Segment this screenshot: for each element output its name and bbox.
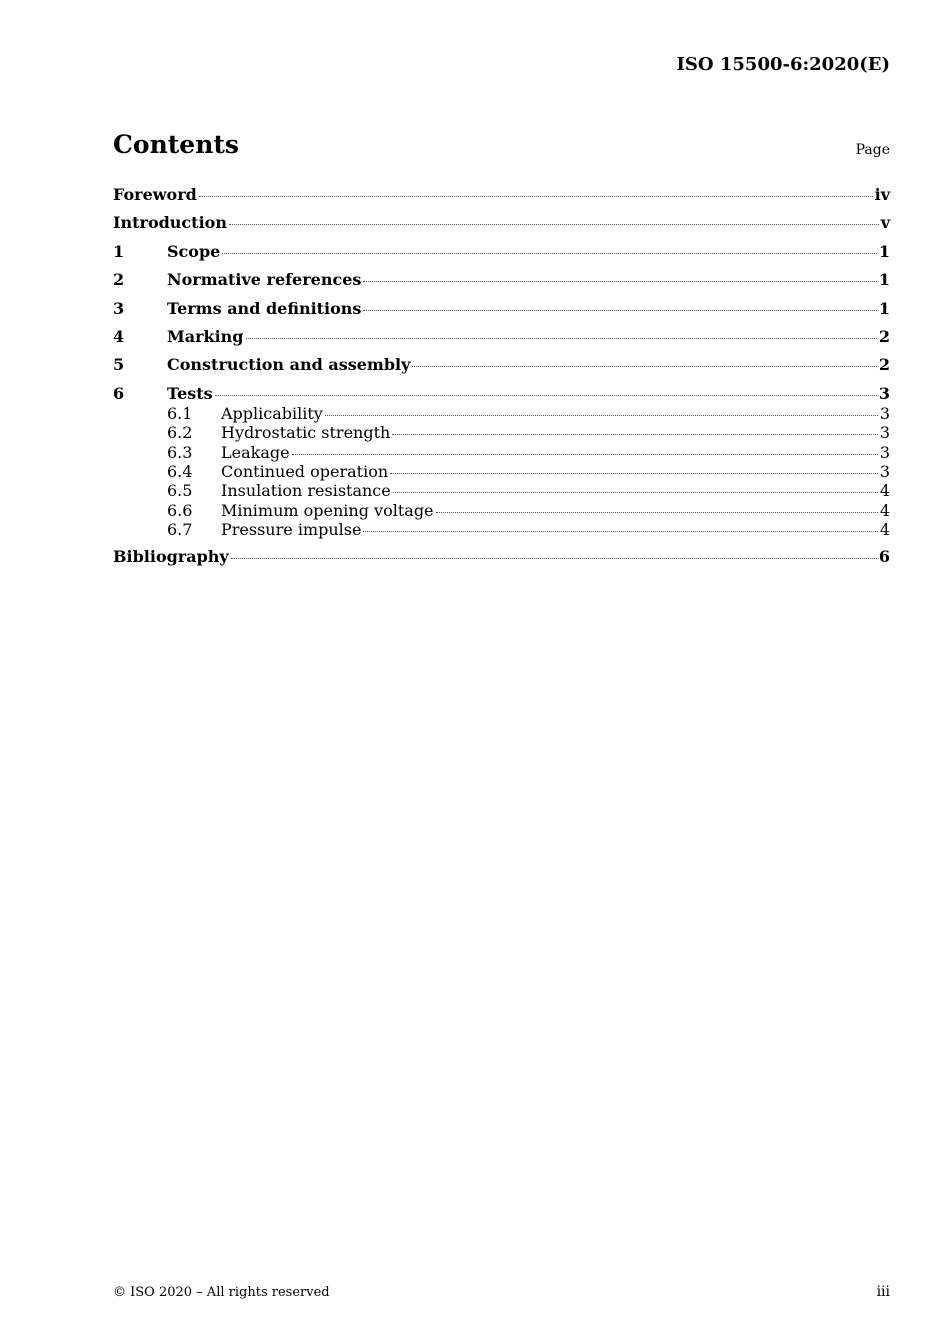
leader-dots	[412, 366, 876, 367]
toc-title: Applicability	[221, 403, 323, 423]
page-column-label: Page	[855, 142, 890, 158]
toc-entry-6-5[interactable]	[113, 481, 890, 500]
toc-entry-2[interactable]	[113, 270, 890, 290]
toc-title: Pressure impulse	[221, 520, 362, 540]
page-number: iii	[876, 1284, 890, 1300]
toc-page: 1	[878, 270, 890, 290]
toc-entry-6-2[interactable]	[113, 423, 890, 442]
leader-dots	[363, 310, 876, 311]
toc-entry-6-7[interactable]	[113, 520, 890, 539]
toc-title: Insulation resistance	[221, 481, 391, 501]
toc-title: Bibliography	[113, 547, 229, 567]
leader-dots	[392, 434, 877, 435]
leader-dots	[231, 558, 877, 559]
toc-title: Continued operation	[221, 461, 389, 481]
toc-number: 6.1	[167, 403, 193, 423]
toc-number: 3	[113, 298, 125, 318]
toc-page: v	[880, 213, 890, 233]
toc-page: 3	[879, 403, 890, 423]
toc-number: 4	[113, 326, 125, 346]
toc-title: Marking	[167, 326, 244, 346]
toc-entry-6[interactable]	[113, 384, 890, 404]
leader-dots	[325, 415, 878, 416]
toc-entry-6-4[interactable]	[113, 462, 890, 481]
toc-entry-4[interactable]	[113, 327, 890, 347]
toc-number: 6.4	[167, 461, 193, 481]
table-of-contents	[113, 185, 890, 567]
toc-page: 3	[879, 442, 890, 462]
toc-title: Leakage	[221, 442, 290, 462]
toc-page: 2	[878, 326, 890, 346]
leader-dots	[292, 454, 878, 455]
toc-page: 4	[879, 520, 890, 540]
leader-dots	[199, 196, 873, 197]
toc-number: 6.7	[167, 520, 193, 540]
toc-number: 6	[113, 383, 125, 403]
page-title: Contents	[113, 130, 240, 159]
toc-title: Foreword	[113, 185, 197, 204]
toc-page: 3	[879, 461, 890, 481]
toc-page: 1	[878, 241, 890, 261]
toc-title: Minimum opening voltage	[221, 500, 434, 520]
leader-dots	[246, 338, 877, 339]
leader-dots	[390, 473, 878, 474]
leader-dots	[393, 492, 878, 493]
toc-entry-1[interactable]	[113, 242, 890, 262]
toc-page: 6	[878, 547, 890, 567]
toc-title: Terms and definitions	[167, 298, 362, 318]
toc-page: 1	[878, 298, 890, 318]
toc-entry-bibliography[interactable]	[113, 547, 890, 567]
toc-page: iv	[874, 185, 890, 204]
toc-entry-6-6[interactable]	[113, 501, 890, 520]
toc-title: Scope	[167, 241, 221, 261]
copyright-notice: © ISO 2020 – All rights reserved	[113, 1285, 330, 1300]
leader-dots	[215, 395, 877, 396]
toc-entry-foreword[interactable]	[113, 185, 890, 205]
toc-page: 4	[879, 500, 890, 520]
leader-dots	[363, 281, 876, 282]
toc-title: Hydrostatic strength	[221, 423, 391, 443]
toc-number: 6.3	[167, 442, 193, 462]
toc-number: 6.6	[167, 500, 193, 520]
toc-title: Construction and assembly	[167, 355, 411, 375]
leader-dots	[436, 512, 878, 513]
toc-entry-5[interactable]	[113, 355, 890, 375]
toc-entry-3[interactable]	[113, 299, 890, 319]
leader-dots	[222, 253, 877, 254]
toc-number: 2	[113, 270, 125, 290]
toc-number: 1	[113, 241, 125, 261]
toc-entry-6-3[interactable]	[113, 443, 890, 462]
toc-page: 2	[878, 355, 890, 375]
toc-title: Introduction	[113, 213, 227, 233]
toc-entry-introduction[interactable]	[113, 213, 890, 233]
leader-dots	[363, 531, 877, 532]
toc-page: 4	[879, 481, 890, 501]
toc-number: 6.2	[167, 423, 193, 443]
toc-title: Tests	[167, 383, 213, 403]
toc-number: 6.5	[167, 481, 193, 501]
toc-title: Normative references	[167, 270, 362, 290]
toc-entry-6-1[interactable]	[113, 404, 890, 423]
document-id: ISO 15500-6:2020(E)	[676, 54, 890, 75]
toc-number: 5	[113, 355, 125, 375]
toc-page: 3	[879, 423, 890, 443]
leader-dots	[229, 224, 879, 225]
toc-page: 3	[878, 383, 890, 403]
